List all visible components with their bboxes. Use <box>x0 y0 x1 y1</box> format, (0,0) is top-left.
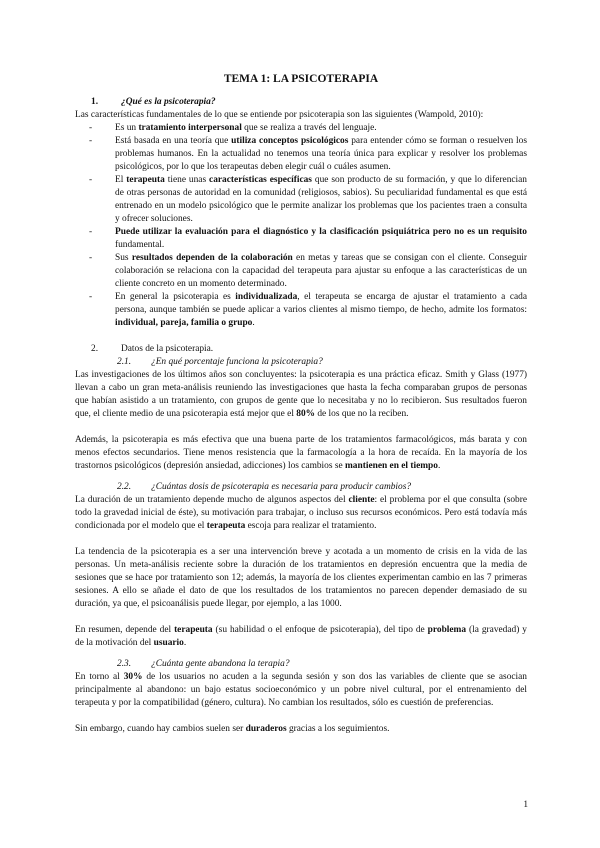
subsection-2-2-title: ¿Cuántas dosis de psicoterapia es necesaria para producir cambios? <box>151 482 412 492</box>
bold-text: terapeuta <box>206 521 246 531</box>
text-run: escoja para realizar el tratamiento. <box>245 521 377 531</box>
subsection-2-1-heading <box>75 356 527 369</box>
text-run: (la gravedad) y de la motivación del <box>75 625 527 648</box>
subsection-2-2-heading <box>75 481 527 494</box>
characteristics-list <box>75 122 527 330</box>
text-run: . <box>183 638 187 648</box>
text-run: : el problema por el que consulta (sobre todo la gravedad inicial de éste), su motivación para trabajar, o incluso sus recursos económicos. Pero está todavía más condicionada por el modelo que el <box>75 495 528 531</box>
bold-text: resultados dependen de la colaboración <box>131 253 293 263</box>
text-run: gracias a los seguimientos. <box>286 724 390 734</box>
bold-text: Puede utilizar la evaluación para el diagnóstico y la clasificación psiquiátrica pero no es un requisito <box>115 227 527 237</box>
text-run: . <box>437 461 441 471</box>
section-1-number: 1. <box>91 97 99 107</box>
text-run: , el terapeuta se encarga de ajustar el tratamiento a cada persona, aunque también se puede aplicar a varios clientes al mismo tiempo, de hecho, admite los formatos: <box>115 292 527 315</box>
subsection-2-1-number: 2.1. <box>117 357 132 367</box>
text-run: fundamental. <box>115 240 165 250</box>
paragraph <box>75 624 527 650</box>
bold-text: individual, pareja, familia o grupo <box>115 318 253 328</box>
section-2-title: Datos de la psicoterapia. <box>121 344 214 354</box>
bold-text: utiliza conceptos psicológicos <box>231 136 349 146</box>
section-1-heading <box>75 96 527 109</box>
paragraph <box>75 723 527 736</box>
subsection-2-2-number: 2.2. <box>117 482 132 492</box>
text-run: (su habilidad o el enfoque de psicoterapia), del tipo de <box>212 625 428 635</box>
text-run: Sin embargo, cuando hay cambios suelen ser <box>75 724 246 734</box>
bold-text: individualizada <box>235 292 298 302</box>
text-run: que se realiza a través del lenguaje. <box>241 123 377 133</box>
bold-text: mantienen en el tiempo <box>345 461 438 471</box>
paragraph <box>75 434 527 473</box>
subsection-2-1-title: ¿En qué porcentaje funciona la psicoterapia? <box>151 357 323 367</box>
text-run: tiene unas <box>164 175 210 185</box>
page-number: 1 <box>523 800 528 810</box>
subsection-2-3-title: ¿Cuánta gente abandona la terapia? <box>151 659 290 669</box>
paragraph <box>75 369 527 421</box>
list-item <box>115 252 527 291</box>
bold-text: características específicas <box>209 175 312 185</box>
text-run: Es un <box>115 123 139 133</box>
list-item <box>115 226 527 252</box>
bold-text: 30% <box>123 672 143 682</box>
section-2-number: 2. <box>91 344 99 354</box>
bold-text: problema <box>427 625 467 635</box>
text-run: En torno al <box>75 672 124 682</box>
text-run: de los usuarios no acuden a la segunda sesión y son dos las variables de cliente que se asocian principalmente al abandono: un bajo estatus socioeconómico y un pobre nivel cultural, por el entrenamiento del terapeuta y por la compatibilidad (género, cultura). No cambian los resultados, sólo es cuestión de preferencias. <box>75 672 527 708</box>
text-run: El <box>115 175 127 185</box>
bold-text: cliente <box>348 495 375 505</box>
bold-text: 80% <box>296 409 316 419</box>
section-1-intro: Las características fundamentales de lo que se entiende por psicoterapia son las siguientes (Wampold, 2010): <box>75 110 484 120</box>
text-run: Además, la psicoterapia es más efectiva que una buena parte de los tratamientos farmacológicos, más barata y con menos efectos secundarios. Tiene menos resistencia que la farmacología a la hora de recaída. En la mayoría de los trastornos psicológicos (depresión ansiedad, adicciones) los cambios se <box>75 435 527 471</box>
text-run: La duración de un tratamiento depende mucho de algunos aspectos del <box>75 495 349 505</box>
text-run: que son producto de su formación, y que lo diferencian de otras personas de autoridad en la comunidad (religiosos, sabios). Su peculiaridad fundamental es que está entrenado en un modelo psicológico que le permite analizar los problemas que los pacientes traen a consulta y ofrecer soluciones. <box>115 175 527 224</box>
list-item <box>115 174 527 226</box>
bold-text: terapeuta <box>174 625 213 635</box>
text-run: En general la psicoterapia es <box>115 292 236 302</box>
bold-text: terapeuta <box>126 175 165 185</box>
bold-text: duraderos <box>245 724 287 734</box>
paragraph <box>75 546 527 611</box>
text-run: de los que no la reciben. <box>315 409 409 419</box>
paragraph <box>75 494 527 533</box>
section-2-heading <box>75 343 527 356</box>
section-1-title: ¿Qué es la psicoterapia? <box>121 97 216 107</box>
list-item <box>115 291 527 330</box>
paragraph <box>75 671 527 710</box>
bold-text: tratamiento interpersonal <box>138 123 242 133</box>
text-run: La tendencia de la psicoterapia es a ser una intervención breve y acotada a un momento de crisis en la vida de las personas. Un meta-análisis reciente sobre la duración de los tratamientos en depresión encuentra que la media de sesiones que se hace por tratamiento son 12; además, la mayoría de los clientes experimentan cambio en las 7 primeras sesiones. A ello se añade el dato de que los resultados de los tratamientos no parecen depender demasiado de su duración, ya que, el psicoanálisis puede llegar, por ejemplo, a las 1000. <box>75 547 527 609</box>
text-run: para entender cómo se forman o resuelven los problemas humanos. En la actualidad no tenemos una teoría única para explicar y resolver los problemas psicológicos, por lo que los terapeutas deben elegir cuál o cuáles asumen. <box>115 136 527 172</box>
bold-text: usuario <box>153 638 184 648</box>
text-run: Sus <box>115 253 132 263</box>
subsection-2-3-number: 2.3. <box>117 659 132 669</box>
text-run: en metas y tareas que se consigan con el cliente. Conseguir colaboración se relaciona con la capacidad del terapeuta para ajustar su enfoque a las características de un cliente concreto en un momento determinado. <box>115 253 527 289</box>
text-run: En resumen, depende del <box>75 625 175 635</box>
text-run: Las investigaciones de los últimos años son concluyentes: la psicoterapia es una práctica eficaz. Smith y Glass (1977) llevan a cabo un gran meta-análisis reuniendo las investigaciones que hasta la fecha comparaban grupos de personas que habían asistido a un tratamiento, con grupos de gente que lo necesitaba y no lo recibieron. Sus resultados fueron que, el cliente medio de una psicoterapia está mejor que el <box>75 370 527 419</box>
list-item <box>115 135 527 174</box>
document-title: TEMA 1: LA PSICOTERAPIA <box>223 73 379 85</box>
text-run: Está basada en una teoría que <box>115 136 232 146</box>
list-item <box>115 122 527 135</box>
text-run: . <box>252 318 255 328</box>
page-content <box>75 72 527 736</box>
subsection-2-3-heading <box>75 658 527 671</box>
